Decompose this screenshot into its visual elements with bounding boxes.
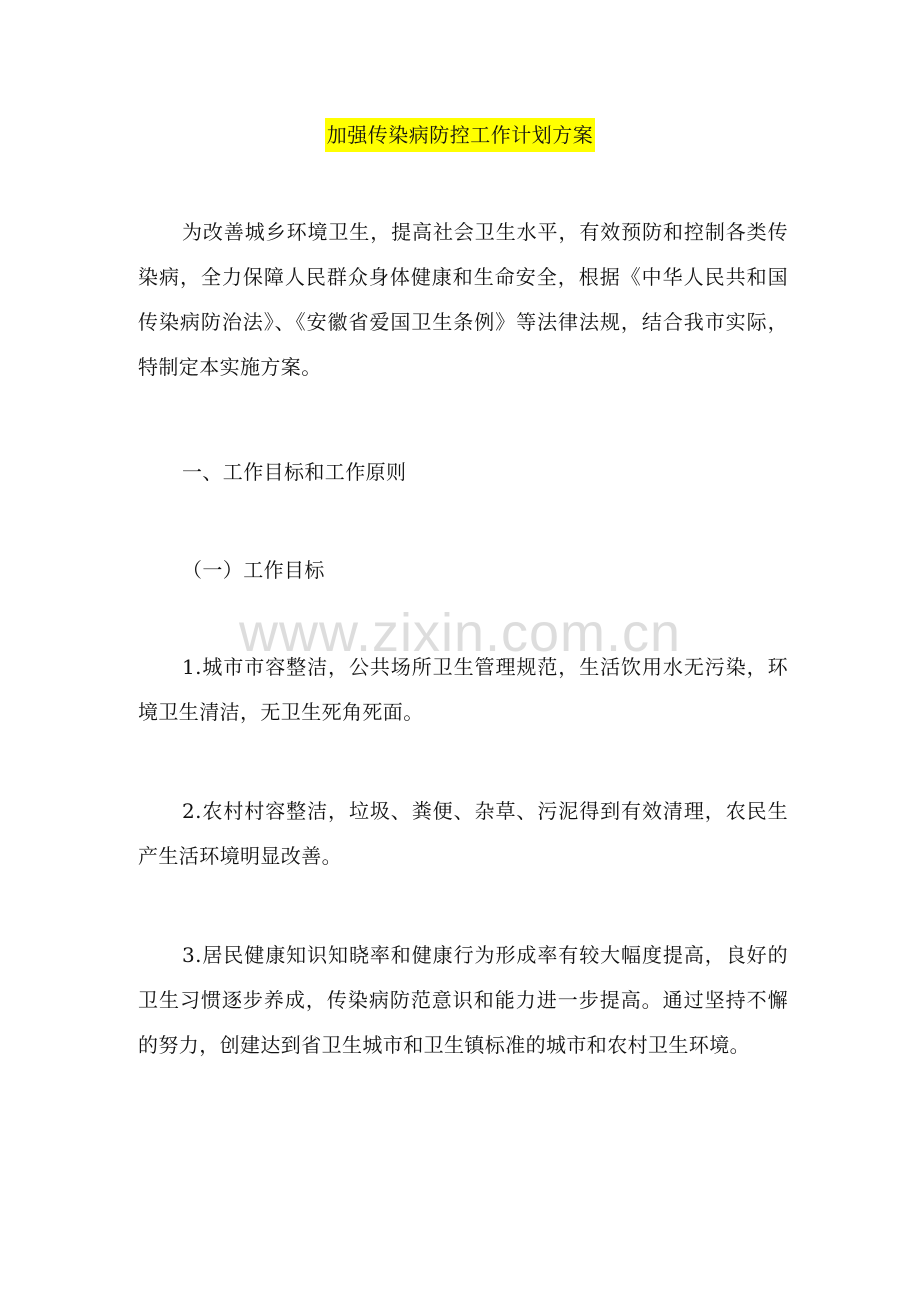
subsection-heading: （一）工作目标: [182, 558, 325, 582]
watermark: www.zixin.com.cn: [238, 603, 682, 663]
intro-paragraph: 为改善城乡环境卫生，提高社会卫生水平，有效预防和控制各类传染病，全力保障人民群众身体健康和生命安全，根据《中华人民共和国传染病防治法》、《安徽省爱国卫生条例》等法律法规，结合我市实际，特制定本实施方案。: [138, 220, 788, 379]
goal-item-2: 2.农村村容整洁，垃圾、粪便、杂草、污泥得到有效清理，农民生产生活环境明显改善。: [138, 799, 788, 868]
goal-item-1: 1.城市市容整洁，公共场所卫生管理规范，生活饮用水无污染，环境卫生清洁，无卫生死角死面。: [138, 655, 788, 724]
title-container: [0, 118, 920, 152]
document-title: 加强传染病防控工作计划方案: [325, 118, 596, 152]
goal-item-3: 3.居民健康知识知晓率和健康行为形成率有较大幅度提高，良好的卫生习惯逐步养成，传染病防范意识和能力进一步提高。通过坚持不懈的努力，创建达到省卫生城市和卫生镇标准的城市和农村卫生环境。: [138, 943, 788, 1057]
section-heading: 一、工作目标和工作原则: [182, 460, 407, 484]
